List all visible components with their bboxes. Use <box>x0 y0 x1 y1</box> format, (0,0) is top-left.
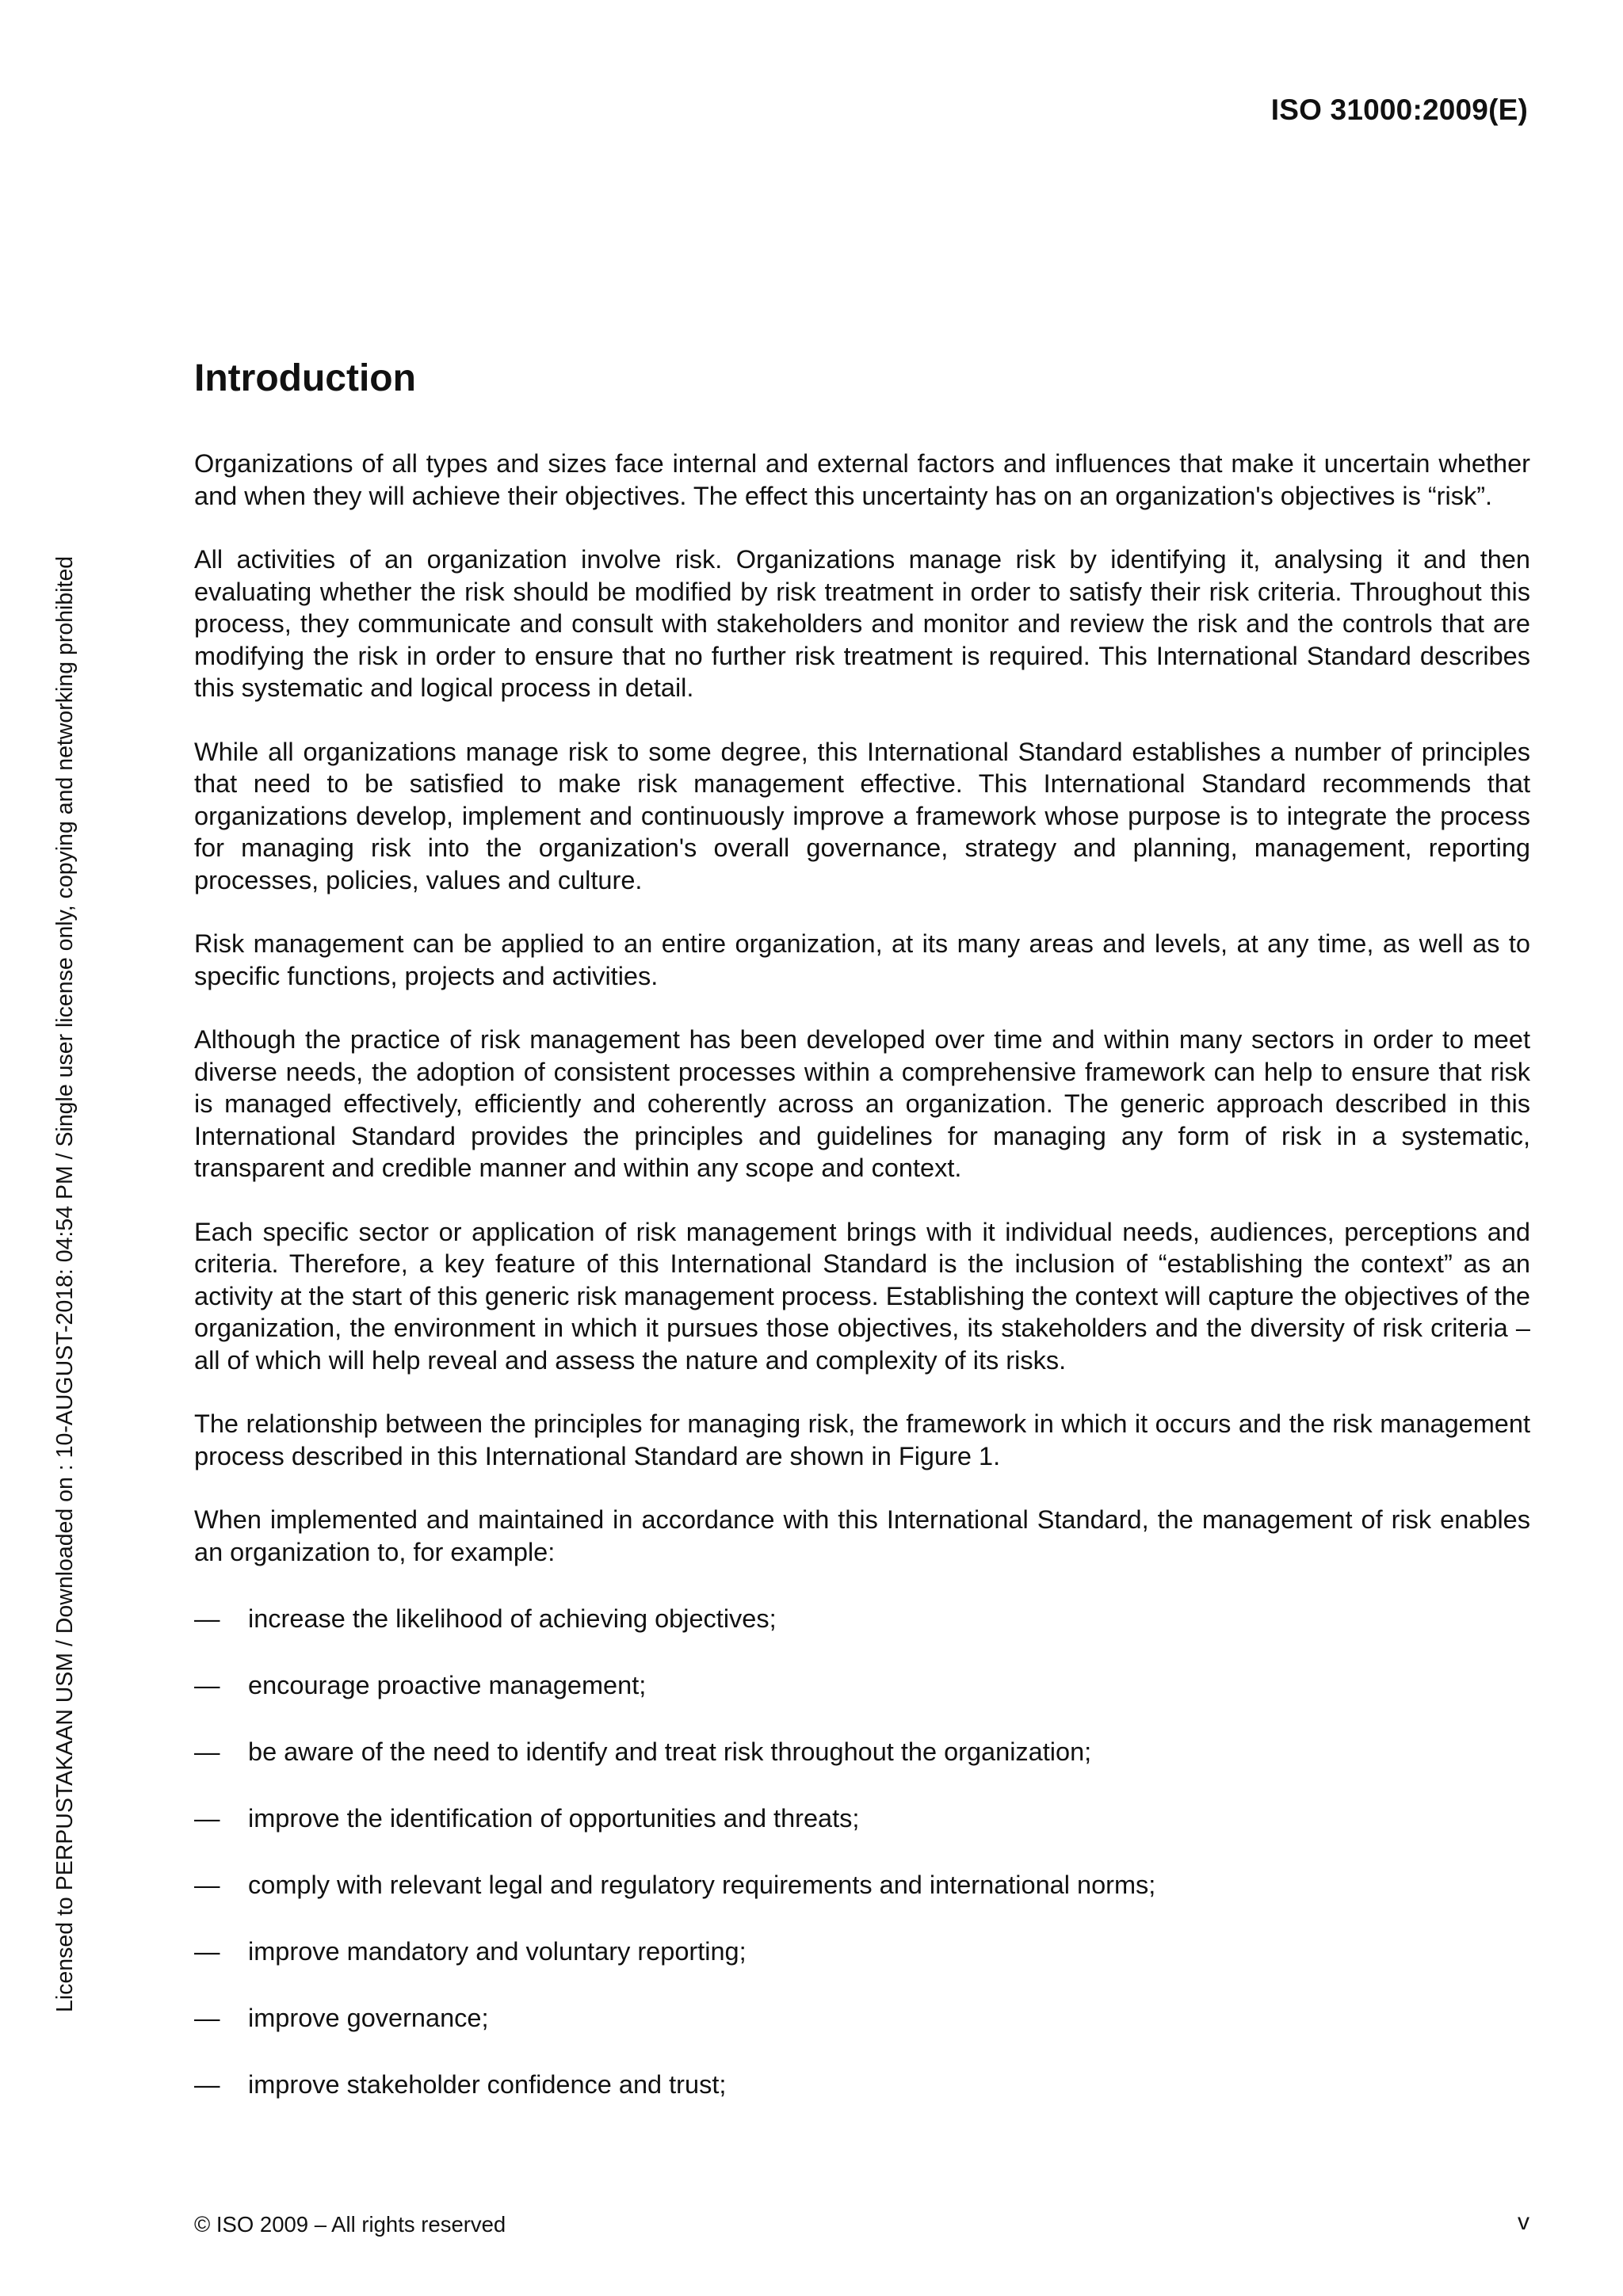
paragraph: The relationship between the principles for managing risk, the framework in which it occurs and the risk management process described in this International Standard are shown in Figure 1. <box>194 1409 1530 1470</box>
list-item-text: increase the likelihood of achieving objectives; <box>248 1604 777 1633</box>
list-item-text: improve governance; <box>248 2004 489 2032</box>
list-item <box>194 2002 1530 2069</box>
dash-marker: — <box>194 1671 220 1699</box>
main-content <box>194 355 1530 2135</box>
paragraph: When implemented and maintained in accordance with this International Standard, the management of risk enables an organization to, for example: <box>194 1505 1530 1566</box>
license-watermark-text: Licensed to PERPUSTAKAAN USM / Downloaded on : 10-AUGUST-2018: 04:54 PM / Single user license only, copying and networking prohibited <box>52 555 78 2012</box>
paragraph: Each specific sector or application of risk management brings with it individual needs, audiences, perceptions and criteria. Therefore, a key feature of this International Standard is the inclusion of “establishing the context” as an activity at the start of this generic risk management process. Establishing the context will capture the objectives of the organization, the environment in which it pursues those objectives, its stakeholders and the diversity of risk criteria – all of which will help reveal and assess the nature and complexity of its risks. <box>194 1217 1530 1375</box>
dash-marker: — <box>194 1737 220 1766</box>
paragraph: Organizations of all types and sizes face internal and external factors and influences that make it uncertain whether and when they will achieve their objectives. The effect this uncertainty has on an organization's objectives is “risk”. <box>194 449 1530 510</box>
paragraph: While all organizations manage risk to some degree, this International Standard establishes a number of principles that need to be satisfied to make risk management effective. This International Standard recommends that organizations develop, implement and continuously improve a framework whose purpose is to integrate the process for managing risk into the organization's overall governance, strategy and planning, management, reporting processes, policies, values and culture. <box>194 737 1530 894</box>
dash-marker: — <box>194 1804 220 1833</box>
section-title: Introduction <box>194 357 416 399</box>
paragraph: All activities of an organization involve risk. Organizations manage risk by identifying it, analysing it and then evaluating whether the risk should be modified by risk treatment in order to satisfy their risk criteria. Throughout this process, they communicate and consult with stakeholders and monitor and review the risk and the controls that are modifying the risk in order to ensure that no further risk treatment is required. This International Standard describes this systematic and logical process in detail. <box>194 545 1530 702</box>
dash-marker: — <box>194 1937 220 1966</box>
dash-marker: — <box>194 1871 220 1899</box>
benefits-list <box>194 1603 1530 2135</box>
list-item-text: be aware of the need to identify and treat risk throughout the organization; <box>248 1737 1092 1766</box>
list-item-text: improve stakeholder confidence and trust; <box>248 2070 727 2099</box>
copyright-notice: © ISO 2009 – All rights reserved <box>194 2212 506 2237</box>
list-item <box>194 1669 1530 1736</box>
list-item-text: improve mandatory and voluntary reporting; <box>248 1937 747 1966</box>
list-item-text: encourage proactive management; <box>248 1671 647 1699</box>
list-item <box>194 1936 1530 2002</box>
page-number: v <box>1518 2209 1529 2235</box>
list-item <box>194 1869 1530 1936</box>
paragraph: Although the practice of risk management has been developed over time and within many sectors in order to meet diverse needs, the adoption of consistent processes within a comprehensive framework can help to ensure that risk is managed effectively, efficiently and coherently across an organization. The generic approach described in this International Standard provides the principles and guidelines for managing any form of risk in a systematic, transparent and credible manner and within any scope and context. <box>194 1025 1530 1182</box>
list-item <box>194 1603 1530 1669</box>
dash-marker: — <box>194 2070 220 2099</box>
list-item <box>194 1736 1530 1802</box>
list-item <box>194 2069 1530 2135</box>
list-item-text: improve the identification of opportunities and threats; <box>248 1804 860 1833</box>
list-item <box>194 1802 1530 1869</box>
document-id: ISO 31000:2009(E) <box>1270 93 1528 126</box>
dash-marker: — <box>194 2004 220 2032</box>
dash-marker: — <box>194 1604 220 1633</box>
list-item-text: comply with relevant legal and regulatory requirements and international norms; <box>248 1871 1156 1899</box>
paragraph: Risk management can be applied to an entire organization, at its many areas and levels, at any time, as well as to specific functions, projects and activities. <box>194 929 1530 990</box>
